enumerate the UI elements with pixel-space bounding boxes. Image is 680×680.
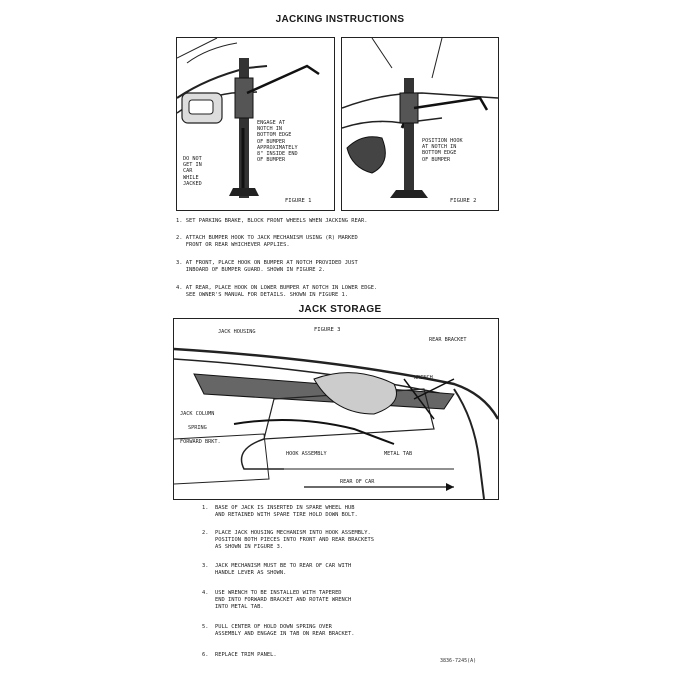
label-spring: SPRING	[188, 425, 207, 431]
storage-step-5: 5. PULL CENTER OF HOLD DOWN SPRING OVER ASSEMBLY AND ENGAGE IN TAB ON REAR BRACKET.	[202, 624, 355, 637]
figure-3-illustration	[174, 319, 498, 499]
jack-storage-title: JACK STORAGE	[298, 304, 382, 315]
part-code: 3836-7245(A)	[440, 658, 477, 664]
label-wrench: WRENCH	[414, 375, 433, 381]
jacking-step-2: 2. ATTACH BUMPER HOOK TO JACK MECHANISM USING (R) MARKED FRONT OR REAR WHICHEVER APPLIES.	[176, 235, 358, 248]
storage-step-4: 4. USE WRENCH TO BE INSTALLED WITH TAPERED END INTO FORWARD BRACKET AND ROTATE WRENCH INTO METAL TAB.	[202, 590, 352, 610]
storage-step-6: 6. REPLACE TRIM PANEL.	[202, 652, 277, 658]
label-metal-tab: METAL TAB	[384, 451, 413, 457]
page-title: JACKING INSTRUCTIONS	[275, 14, 405, 25]
figure-2-callout: POSITION HOOK AT NOTCH IN BOTTOM EDGE OF BUMPER	[422, 138, 463, 163]
figure-2-illustration	[342, 38, 498, 210]
figure-2-label: FIGURE 2	[450, 198, 477, 204]
figure-1-storage-callout: ENGAGE AT NOTCH IN BOTTOM EDGE OF BUMPER APPROXIMATELY 8" INSIDE END OF BUMPER	[257, 120, 298, 164]
storage-step-1: 1. BASE OF JACK IS INSERTED IN SPARE WHEEL HUB AND RETAINED WITH SPARE TIRE HOLD DOWN BOLT.	[202, 505, 358, 518]
label-jack-column: JACK COLUMN	[180, 411, 215, 417]
figure-1-panel	[176, 37, 335, 211]
label-rear-bracket: REAR BRACKET	[429, 337, 467, 343]
figure-2-panel	[341, 37, 499, 211]
storage-step-3: 3. JACK MECHANISM MUST BE TO REAR OF CAR WITH HANDLE LEVER AS SHOWN.	[202, 563, 352, 576]
figure-3-label: FIGURE 3	[314, 327, 341, 333]
storage-step-2: 2. PLACE JACK HOUSING MECHANISM INTO HOOK ASSEMBLY. POSITION BOTH PIECES INTO FRONT AND REAR BRACKETS AS SHOWN IN FIGURE 3.	[202, 530, 375, 550]
label-forward-bracket: FORWARD BRKT.	[180, 439, 221, 445]
jacking-step-1: 1. SET PARKING BRAKE, BLOCK FRONT WHEELS WHEN JACKING REAR.	[176, 218, 368, 224]
label-rear-of-car: REAR OF CAR	[340, 479, 375, 485]
figure-1-label: FIGURE 1	[285, 198, 312, 204]
jacking-step-3: 3. AT FRONT, PLACE HOOK ON BUMPER AT NOTCH PROVIDED JUST INBOARD OF BUMPER GUARD. SHOWN IN FIGURE 2.	[176, 260, 358, 273]
label-jack-housing: JACK HOUSING	[218, 329, 256, 335]
label-hook-assembly: HOOK ASSEMBLY	[286, 451, 327, 457]
figure-1-warning-callout: DO NOT GET IN CAR WHILE JACKED	[183, 156, 202, 187]
figure-3-panel	[173, 318, 499, 500]
jacking-step-4: 4. AT REAR, PLACE HOOK ON LOWER BUMPER AT NOTCH IN LOWER EDGE. SEE OWNER'S MANUAL FOR DETAILS. SHOWN IN FIGURE 1.	[176, 285, 378, 298]
